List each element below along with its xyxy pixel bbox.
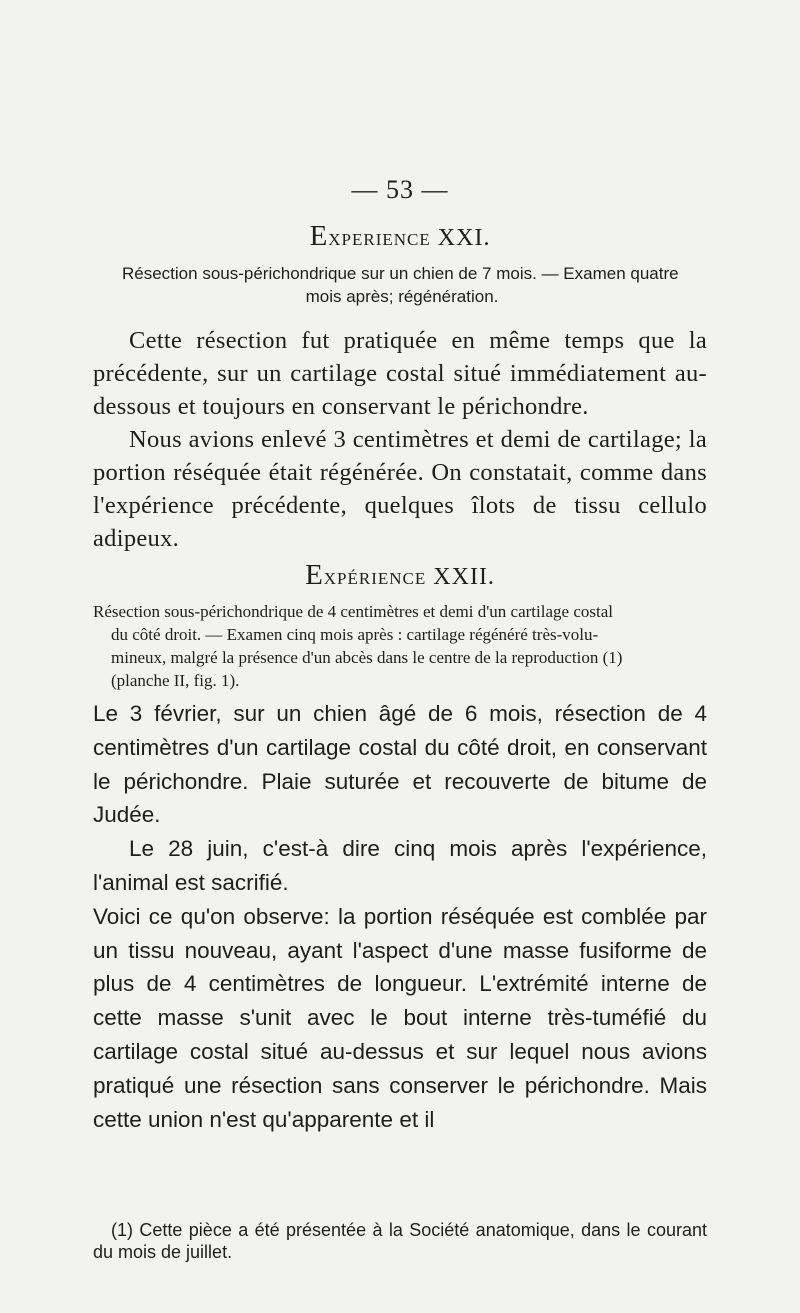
experience-21-paragraph-1: Cette résection fut pratiquée en même temps que la précédente, sur un cartilage costal situé immédiatement au-dessous et toujours en conservant le périchondre. [93, 327, 707, 420]
footnote [93, 1219, 707, 1263]
experience-22-heading [0, 559, 800, 592]
experience-22-paragraph-3: Voici ce qu'on observe: la portion réséquée est comblée par un tissu nouveau, ayant l'aspect d'une masse fusiforme de plus de 4 centimètres de longueur. L'extrémité interne de cette masse s'unit avec le bout interne très-tuméfié du cartilage costal situé au-dessus et sur lequel nous avions pratiqué une résection sans conserver le périchondre. Mais cette union n'est qu'apparente et il [93, 903, 707, 1132]
experience-21-body [93, 324, 707, 555]
experience-22-heading-initial: E [305, 559, 324, 591]
experience-21-summary [122, 262, 682, 308]
page-number: — 53 — [351, 175, 449, 204]
experience-22-paragraph-1: Le 3 février, sur un chien âgé de 6 mois, résection de 4 centimètres d'un cartilage costal du côté droit, en conservant le périchondre. Plaie suturée et recouverte de bitume de Judée. [93, 701, 707, 828]
experience-22-heading-rest: xpérience XXII. [323, 564, 495, 590]
experience-21-heading-rest: xperience XXI. [328, 225, 491, 251]
experience-21-summary-line2: mois après; régénération. [305, 287, 499, 306]
experience-22-summary-line4: (planche II, fig. 1). [111, 671, 240, 690]
experience-22-summary-line1: Résection sous-périchondrique de 4 centimètres et demi d'un cartilage costal [93, 602, 613, 621]
experience-21-paragraph-2: Nous avions enlevé 3 centimètres et demi de cartilage; la portion réséquée était régénérée. On constatait, comme dans l'expérience précédente, quelques îlots de tissu cellulo adipeux. [93, 426, 707, 552]
experience-21-heading [0, 220, 800, 253]
experience-21-summary-line1: Résection sous-périchondrique sur un chien de 7 mois. — Examen quatre [122, 264, 679, 283]
experience-21-heading-initial: E [309, 220, 329, 252]
footnote-text: (1) Cette pièce a été présentée à la Société anatomique, dans le courant du mois de juillet. [93, 1220, 707, 1262]
experience-22-body [93, 697, 707, 1136]
experience-22-paragraph-2: Le 28 juin, c'est-à dire cinq mois après l'expérience, l'animal est sacrifié. [93, 836, 707, 895]
experience-22-summary [93, 600, 707, 692]
experience-22-summary-line2: du côté droit. — Examen cinq mois après : cartilage régénéré très-volu- [111, 625, 599, 644]
experience-22-summary-line3: mineux, malgré la présence d'un abcès dans le centre de la reproduction (1) [111, 648, 623, 667]
